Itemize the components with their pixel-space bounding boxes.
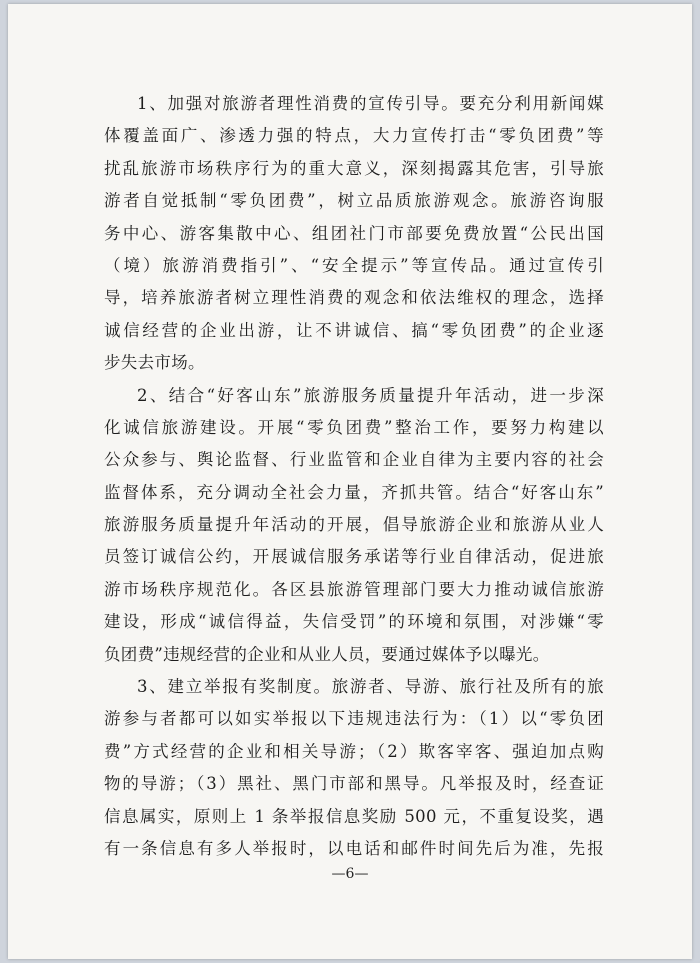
text-line: 步失去市场。	[104, 353, 205, 373]
document-body	[104, 88, 604, 865]
paragraph-3	[104, 671, 604, 865]
text-line: 物的导游；（3）黑社、黑门市部和黑导。凡举报及时，经查证	[104, 774, 604, 794]
paragraph-1	[104, 88, 604, 380]
text-line: 游者自觉抵制“零负团费”，树立品质旅游观念。旅游咨询服	[104, 191, 604, 211]
text-line: 扰乱旅游市场秩序行为的重大意义，深刻揭露其危害，引导旅	[104, 158, 604, 178]
text-line: 有一条信息有多人举报时，以电话和邮件时间先后为准，先报	[104, 838, 604, 858]
text-line: 建设，形成“诚信得益，失信受罚”的环境和氛围，对涉嫌“零	[104, 612, 604, 632]
text-line: 监督体系，充分调动全社会力量，齐抓共管。结合“好客山东”	[104, 482, 604, 502]
text-line: 费”方式经营的企业和相关导游；（2）欺客宰客、强迫加点购	[104, 741, 604, 761]
page-number: —6—	[331, 866, 369, 882]
text-line: （境）旅游消费指引”、“安全提示”等宣传品。通过宣传引	[104, 255, 604, 275]
text-line: 3、建立举报有奖制度。旅游者、导游、旅行社及所有的旅	[137, 677, 604, 697]
text-line: 员签订诚信公约，开展诚信服务承诺等行业自律活动，促进旅	[104, 547, 604, 567]
text-line: 2、结合“好客山东”旅游服务质量提升年活动，进一步深	[137, 385, 604, 405]
text-line: 旅游服务质量提升年活动的开展，倡导旅游企业和旅游从业人	[104, 515, 604, 535]
text-line: 信息属实，原则上 1 条举报信息奖励 500 元，不重复设奖，遇	[104, 806, 604, 826]
document-page	[8, 4, 692, 959]
text-line: 游市场秩序规范化。各区县旅游管理部门要大力推动诚信旅游	[104, 579, 604, 599]
text-line: 负团费”违规经营的企业和从业人员，要通过媒体予以曝光。	[104, 644, 550, 664]
text-line: 公众参与、舆论监督、行业监管和企业自律为主要内容的社会	[104, 450, 604, 470]
text-line: 1、加强对旅游者理性消费的宣传引导。要充分利用新闻媒	[137, 94, 604, 113]
text-line: 导，培养旅游者树立理性消费的观念和依法维权的理念，选择	[104, 288, 604, 308]
text-line: 游参与者都可以如实举报以下违规违法行为：（1）以“零负团	[104, 709, 604, 729]
text-line: 体覆盖面广、渗透力强的特点，大力宣传打击“零负团费”等	[104, 126, 604, 146]
text-line: 诚信经营的企业出游，让不讲诚信、搞“零负团费”的企业逐	[104, 320, 604, 340]
text-line: 务中心、游客集散中心、组团社门市部要免费放置“公民出国	[104, 223, 604, 243]
text-line: 化诚信旅游建设。开展“零负团费”整治工作，要努力构建以	[104, 417, 604, 437]
paragraph-2	[104, 380, 604, 672]
